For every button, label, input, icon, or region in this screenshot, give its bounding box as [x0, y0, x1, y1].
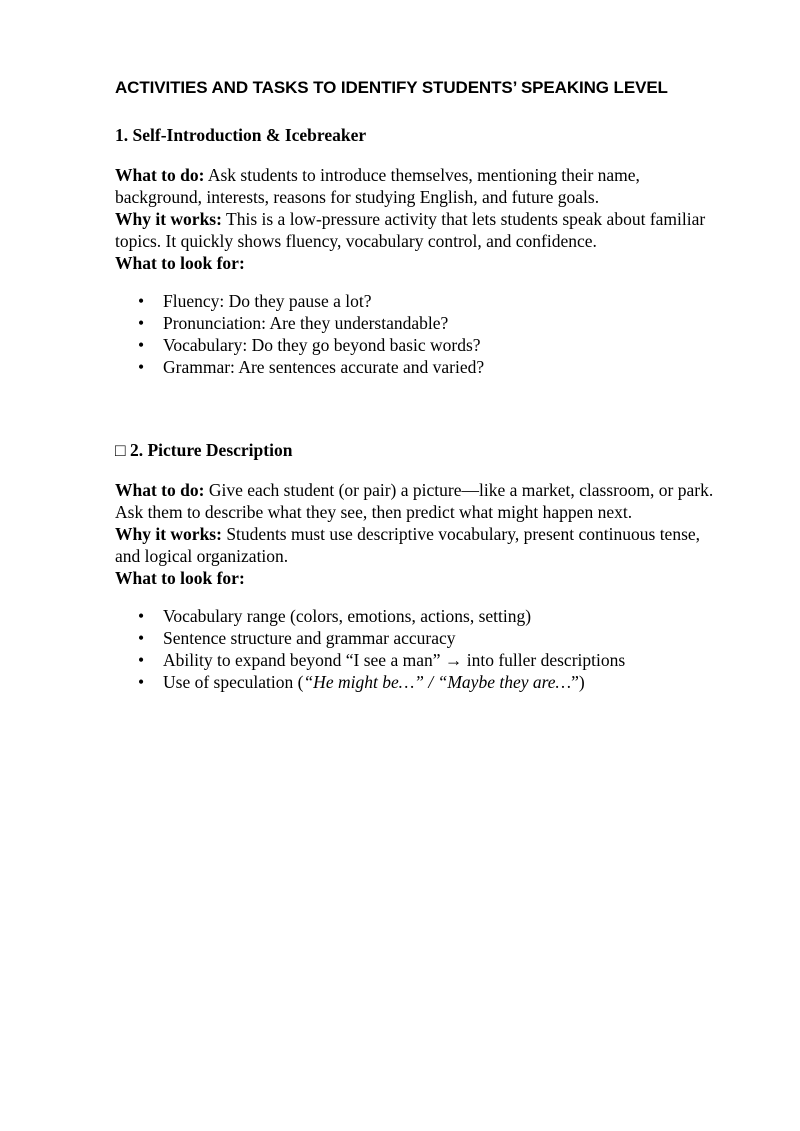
section-self-introduction	[115, 124, 725, 378]
list-item: • Fluency: Do they pause a lot?	[115, 290, 725, 312]
list-item	[115, 671, 725, 693]
look-for-list	[115, 290, 725, 378]
why-it-works-paragraph	[115, 523, 725, 567]
what-to-do-paragraph	[115, 479, 725, 523]
what-to-do-text: Ask students to introduce themselves, mentioning their name, background, interests, reasons for studying English, and future goals.	[115, 165, 640, 207]
what-to-look-for-label: What to look for:	[115, 253, 245, 273]
what-to-look-for-label: What to look for:	[115, 568, 245, 588]
what-to-do-paragraph	[115, 164, 725, 208]
why-it-works-label: Why it works:	[115, 209, 222, 229]
section-heading: □ 2. Picture Description	[115, 440, 293, 460]
list-item: • Ability to expand beyond “I see a man” → into fuller descriptions	[115, 649, 725, 671]
why-it-works-text: This is a low-pressure activity that lets students speak about familiar topics. It quickly shows fluency, vocabulary control, and confidence.	[115, 209, 706, 251]
look-for-list	[115, 605, 725, 693]
document-title: ACTIVITIES AND TASKS TO IDENTIFY STUDENTS’ SPEAKING LEVEL	[115, 78, 668, 97]
what-to-do-text: Give each student (or pair) a picture—like a market, classroom, or park. Ask them to describe what they see, then predict what might happen next.	[115, 480, 714, 522]
what-to-do-label: What to do:	[115, 480, 205, 500]
list-item: • Pronunciation: Are they understandable?	[115, 312, 725, 334]
section-picture-description	[115, 439, 725, 693]
list-item: • Sentence structure and grammar accuracy	[115, 627, 725, 649]
why-it-works-label: Why it works:	[115, 524, 222, 544]
speculation-examples: “He might be…” / “Maybe they are…	[303, 672, 572, 692]
why-it-works-text: Students must use descriptive vocabulary, present continuous tense, and logical organization.	[115, 524, 701, 566]
speculation-suffix: ”)	[571, 672, 585, 692]
list-item: • Vocabulary range (colors, emotions, actions, setting)	[115, 605, 725, 627]
section-heading: 1. Self-Introduction & Icebreaker	[115, 125, 367, 145]
list-item: • Vocabulary: Do they go beyond basic words?	[115, 334, 725, 356]
what-to-do-label: What to do:	[115, 165, 205, 185]
speculation-prefix: Use of speculation (	[163, 672, 304, 692]
list-item: • Grammar: Are sentences accurate and varied?	[115, 356, 725, 378]
why-it-works-paragraph	[115, 208, 725, 252]
